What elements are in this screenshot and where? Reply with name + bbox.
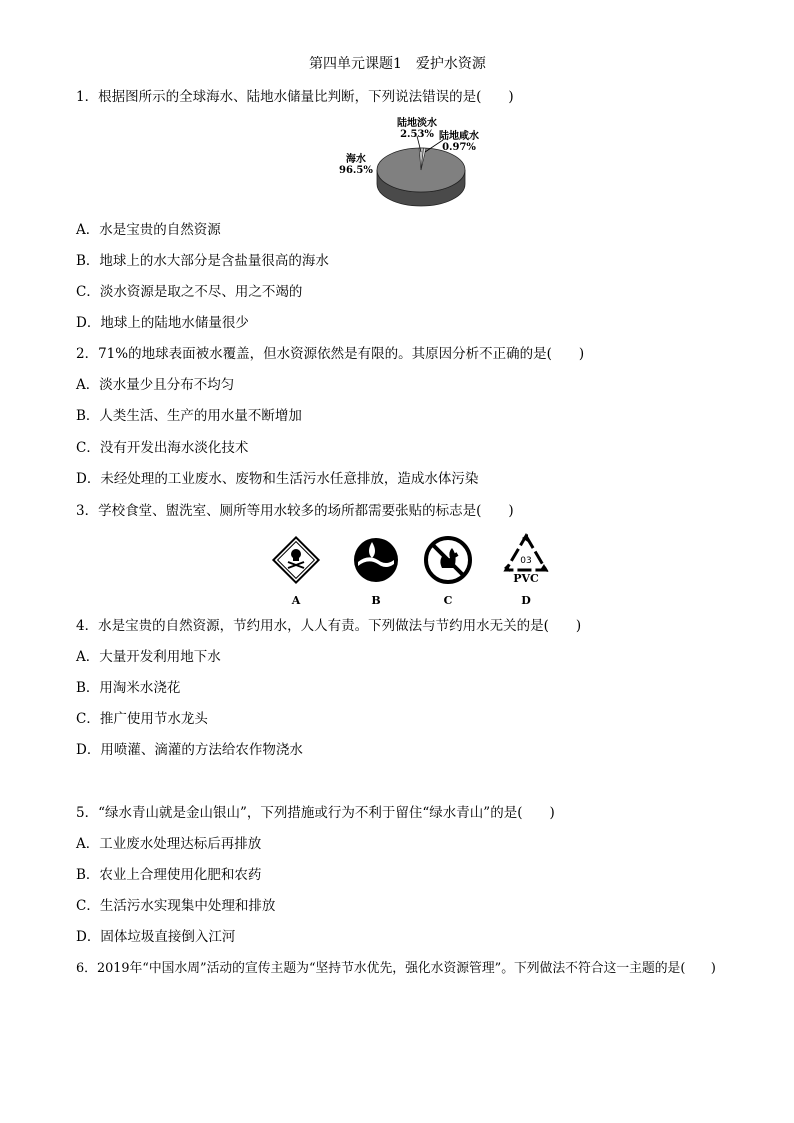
pie-label-seawater: 海水 96.5%	[339, 154, 373, 176]
pie-label-freshwater: 陆地淡水 2.53%	[397, 118, 437, 140]
sign-d-code: 03	[520, 556, 532, 566]
question-4-option-d: D．用喷灌、滴灌的方法给农作物浇水	[76, 742, 303, 758]
sign-label-d: D	[521, 594, 531, 607]
question-6-stem: 6．2019年“中国水周”活动的宣传主题为“坚持节水优先，强化水资源管理”。下列做法不符合这一主题的是( )	[76, 961, 716, 976]
question-1-stem: 1．根据图所示的全球海水、陆地水储量比判断，下列说法错误的是( )	[76, 89, 514, 105]
question-4-option-c: C．推广使用节水龙头	[76, 711, 208, 727]
sign-d-recycle-icon	[498, 530, 554, 586]
question-2-stem: 2．71%的地球表面被水覆盖，但水资源依然是有限的。其原因分析不正确的是( )	[76, 346, 585, 362]
question-5-option-c: C．生活污水实现集中处理和排放	[76, 898, 276, 914]
question-1-option-d: D．地球上的陆地水储量很少	[76, 315, 249, 331]
sign-a-toxic-icon	[268, 532, 324, 588]
sign-label-a: A	[291, 594, 301, 607]
question-5-option-a: A．工业废水处理达标后再排放	[76, 836, 262, 852]
page-title: 第四单元课题1 爱护水资源	[309, 56, 486, 72]
question-1-option-b: B．地球上的水大部分是含盐量很高的海水	[76, 253, 329, 269]
question-1-option-a: A．水是宝贵的自然资源	[76, 222, 221, 238]
question-4-stem: 4．水是宝贵的自然资源，节约用水，人人有责。下列做法与节约用水无关的是( )	[76, 618, 582, 634]
water-pie-figure	[335, 112, 495, 212]
signs-figure	[260, 530, 560, 610]
question-2-option-a: A．淡水量少且分布不均匀	[76, 377, 235, 393]
question-4-option-a: A．大量开发利用地下水	[76, 649, 221, 665]
sign-d-text: PVC	[513, 572, 539, 585]
question-3-stem: 3．学校食堂、盥洗室、厕所等用水较多的场所都需要张贴的标志是( )	[76, 503, 514, 519]
question-2-option-c: C．没有开发出海水淡化技术	[76, 440, 249, 456]
question-2-option-b: B．人类生活、生产的用水量不断增加	[76, 408, 302, 424]
sign-b-water-saving-icon	[348, 532, 404, 588]
question-5-stem: 5．“绿水青山就是金山银山”，下列措施或行为不利于留住“绿水青山”的是( )	[76, 805, 555, 821]
question-5-option-d: D．固体垃圾直接倒入江河	[76, 929, 236, 945]
pie-label-saltwater: 陆地咸水 0.97%	[439, 131, 479, 153]
question-5-option-b: B．农业上合理使用化肥和农药	[76, 867, 262, 883]
question-1-option-c: C．淡水资源是取之不尽、用之不竭的	[76, 284, 303, 300]
question-2-option-d: D．未经处理的工业废水、废物和生活污水任意排放，造成水体污染	[76, 471, 479, 487]
sign-label-c: C	[443, 594, 453, 607]
question-4-option-b: B．用淘米水浇花	[76, 680, 181, 696]
sign-label-b: B	[371, 594, 381, 607]
sign-c-prohibited-icon	[420, 532, 476, 588]
